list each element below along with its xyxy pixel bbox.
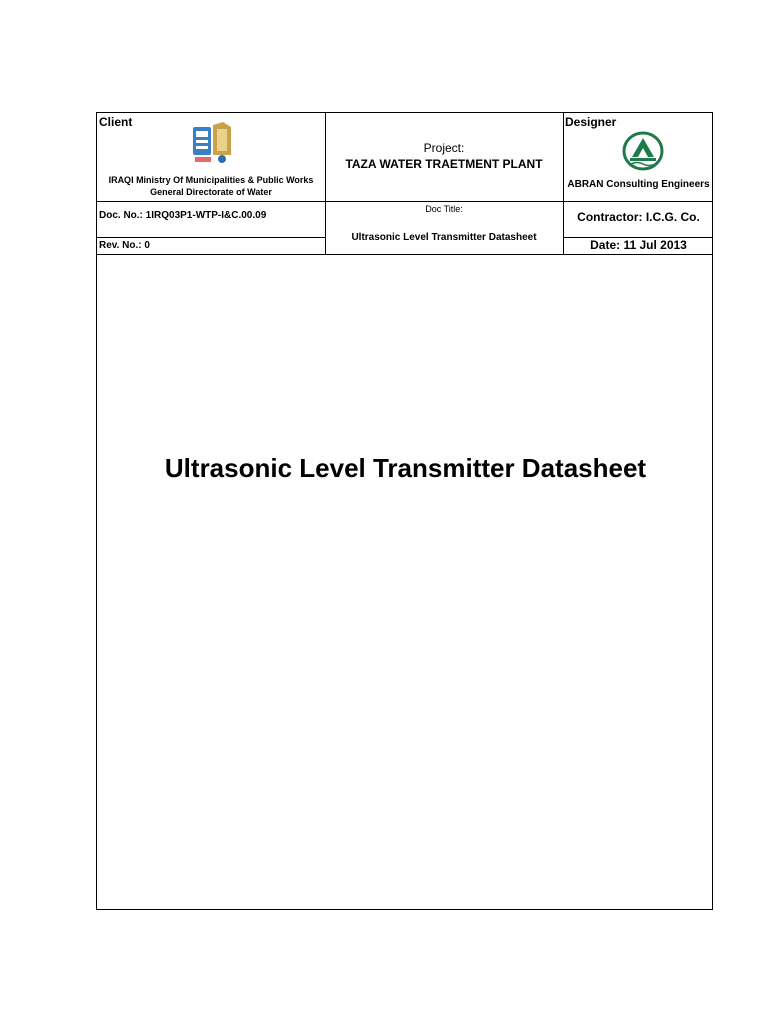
project-label: Project: bbox=[423, 141, 465, 155]
doc-number: Doc. No.: 1IRQ03P1-WTP-I&C.00.09 bbox=[99, 210, 267, 221]
client-org-line1: IRAQI Ministry Of Municipalities & Public Works bbox=[108, 175, 314, 185]
ministry-emblem-icon bbox=[191, 121, 235, 165]
doc-title-label: Doc Title: bbox=[425, 204, 463, 214]
abran-logo-icon bbox=[622, 131, 664, 171]
main-title: Ultrasonic Level Transmitter Datasheet bbox=[164, 453, 647, 483]
client-label: Client bbox=[99, 115, 133, 129]
designer-name: ABRAN Consulting Engineers bbox=[567, 179, 710, 190]
project-name: TAZA WATER TRAETMENT PLANT bbox=[345, 157, 543, 171]
info-divider bbox=[97, 254, 712, 255]
header-divider bbox=[97, 201, 712, 202]
docno-rev-divider bbox=[97, 237, 325, 238]
doc-title: Ultrasonic Level Transmitter Datasheet bbox=[351, 232, 537, 243]
client-org-line2: General Directorate of Water bbox=[150, 187, 272, 197]
revision-number: Rev. No.: 0 bbox=[99, 240, 150, 251]
contractor: Contractor: I.C.G. Co. bbox=[577, 210, 700, 224]
designer-label: Designer bbox=[565, 115, 617, 129]
document-frame bbox=[96, 112, 713, 910]
document-date: Date: 11 Jul 2013 bbox=[590, 238, 687, 252]
